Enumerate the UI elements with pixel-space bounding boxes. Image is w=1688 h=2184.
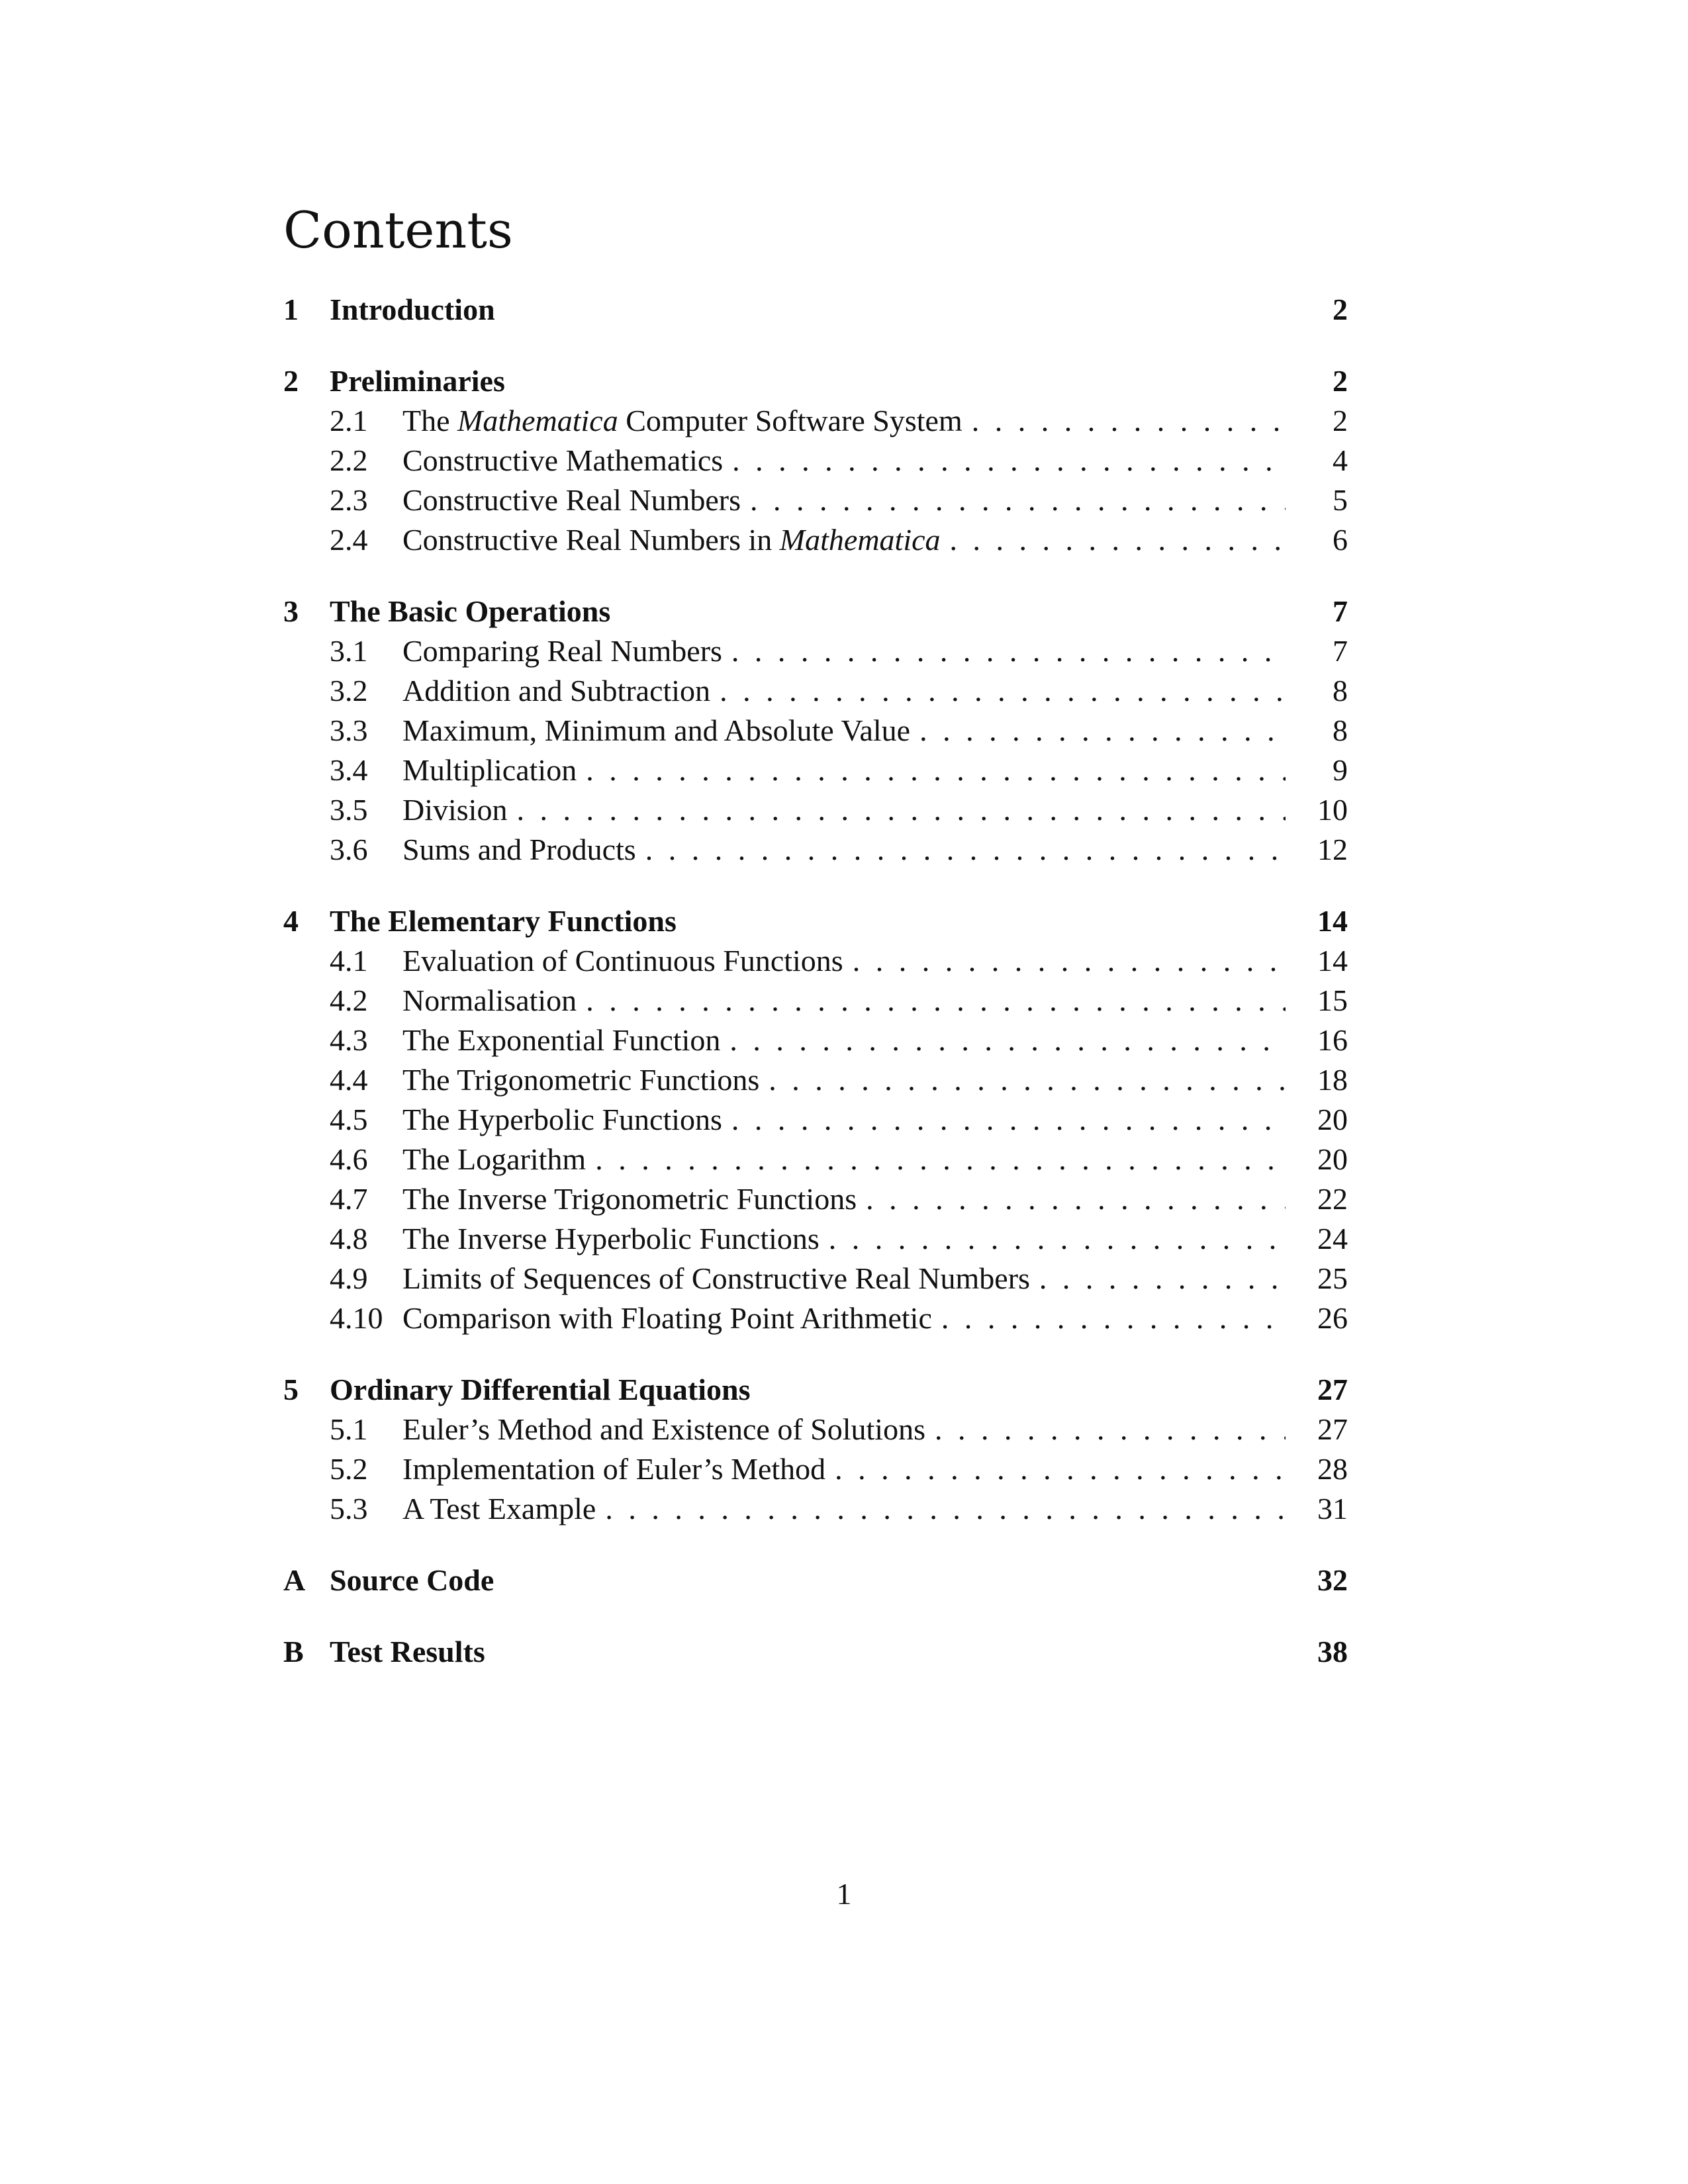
section-title-text: The Trigonometric Functions — [402, 1063, 760, 1097]
toc-chapter-entry[interactable] — [283, 592, 1348, 631]
section-number: 3.2 — [330, 674, 368, 707]
section-title — [402, 480, 750, 520]
section-title-text: Comparison with Floating Point Arithmetic — [402, 1301, 932, 1335]
section-number: 2.3 — [330, 483, 368, 517]
section-title-italic: Mathematica — [779, 523, 941, 557]
section-page-number: 5 — [1333, 483, 1348, 517]
section-page-number: 7 — [1333, 634, 1348, 668]
section-number: 3.3 — [330, 713, 368, 747]
chapter-title: The Basic Operations — [330, 594, 611, 628]
section-number: 4.3 — [330, 1023, 368, 1057]
section-number: 4.5 — [330, 1103, 368, 1136]
section-number: 4.10 — [330, 1301, 383, 1335]
section-title — [402, 401, 972, 441]
section-title — [402, 751, 586, 790]
section-title — [402, 1140, 595, 1179]
chapter-page-number: 2 — [1333, 364, 1348, 398]
section-title — [402, 1100, 731, 1140]
section-number: 2.2 — [330, 443, 368, 477]
toc-chapter — [283, 1561, 1348, 1600]
section-number: 5.1 — [330, 1412, 368, 1446]
toc-section-entry[interactable] — [283, 631, 1348, 671]
dot-leader — [866, 1179, 1286, 1219]
dot-leader — [729, 1021, 1286, 1060]
toc-chapter-entry[interactable] — [283, 901, 1348, 941]
toc-chapter — [283, 1370, 1348, 1529]
toc-chapter — [283, 592, 1348, 870]
section-page-number: 6 — [1333, 523, 1348, 557]
dot-leader — [972, 401, 1286, 441]
section-title-text: The Inverse Trigonometric Functions — [402, 1182, 857, 1216]
section-number: 2.4 — [330, 523, 368, 557]
section-number: 4.2 — [330, 983, 368, 1017]
chapter-page-number: 14 — [1317, 904, 1348, 938]
dot-leader — [516, 790, 1286, 830]
section-number: 4.4 — [330, 1063, 368, 1097]
toc-section-entry[interactable] — [283, 441, 1348, 480]
chapter-title: The Elementary Functions — [330, 904, 677, 938]
dot-leader — [829, 1219, 1286, 1259]
section-title — [402, 1489, 605, 1529]
dot-leader — [853, 941, 1286, 981]
chapter-title: Source Code — [330, 1563, 494, 1597]
chapter-title: Introduction — [330, 293, 495, 326]
toc-section-entry[interactable] — [283, 1489, 1348, 1529]
section-page-number: 25 — [1317, 1261, 1348, 1295]
chapter-number: 2 — [283, 364, 299, 398]
section-number: 3.6 — [330, 833, 368, 866]
dot-leader — [941, 1298, 1286, 1338]
section-number: 4.6 — [330, 1142, 368, 1176]
toc-section-entry[interactable] — [283, 941, 1348, 981]
toc-chapter-entry[interactable] — [283, 1561, 1348, 1600]
toc-section-entry[interactable] — [283, 751, 1348, 790]
section-title — [402, 1449, 835, 1489]
section-title-text: Maximum, Minimum and Absolute Value — [402, 713, 911, 747]
section-page-number: 8 — [1333, 713, 1348, 747]
section-title-text: The Exponential Function — [402, 1023, 721, 1057]
section-title-text: Constructive Real Numbers — [402, 483, 741, 517]
toc-chapter — [283, 361, 1348, 560]
toc-section-entry[interactable] — [283, 1298, 1348, 1338]
section-title-italic: Mathematica — [457, 404, 618, 437]
section-number: 3.1 — [330, 634, 368, 668]
section-page-number: 31 — [1317, 1492, 1348, 1525]
chapter-number: A — [283, 1563, 306, 1597]
section-page-number: 9 — [1333, 753, 1348, 787]
toc-section-entry[interactable] — [283, 1449, 1348, 1489]
dot-leader — [720, 671, 1286, 711]
chapter-page-number: 32 — [1317, 1563, 1348, 1597]
toc-section-entry[interactable] — [283, 1100, 1348, 1140]
section-title — [402, 981, 586, 1021]
chapter-number: 1 — [283, 293, 299, 326]
toc-section-entry[interactable] — [283, 1259, 1348, 1298]
dot-leader — [731, 1100, 1286, 1140]
section-number: 4.7 — [330, 1182, 368, 1216]
dot-leader — [732, 441, 1286, 480]
section-page-number: 15 — [1317, 983, 1348, 1017]
section-number: 5.3 — [330, 1492, 368, 1525]
section-title — [402, 671, 720, 711]
dot-leader — [595, 1140, 1286, 1179]
dot-leader — [586, 751, 1286, 790]
dot-leader — [645, 830, 1286, 870]
toc-section-entry[interactable] — [283, 671, 1348, 711]
toc-section-entry[interactable] — [283, 830, 1348, 870]
toc-chapter — [283, 901, 1348, 1338]
dot-leader — [750, 480, 1286, 520]
section-number: 3.5 — [330, 793, 368, 827]
section-number: 2.1 — [330, 404, 368, 437]
section-page-number: 27 — [1317, 1412, 1348, 1446]
section-page-number: 14 — [1317, 944, 1348, 978]
section-title — [402, 941, 853, 981]
toc-section-entry[interactable] — [283, 1021, 1348, 1060]
section-title-text: Implementation of Euler’s Method — [402, 1452, 826, 1486]
section-page-number: 22 — [1317, 1182, 1348, 1216]
toc-section-entry[interactable] — [283, 1140, 1348, 1179]
section-title-text: Euler’s Method and Existence of Solutions — [402, 1412, 925, 1446]
section-number: 4.8 — [330, 1222, 368, 1255]
section-title-text: Division — [402, 793, 508, 827]
section-title-text: The — [402, 404, 458, 437]
section-title-text: Constructive Real Numbers in — [402, 523, 780, 557]
toc-chapter-entry[interactable] — [283, 361, 1348, 401]
chapter-number: 3 — [283, 594, 299, 628]
section-title-text: Normalisation — [402, 983, 577, 1017]
section-title — [402, 1259, 1039, 1298]
section-title — [402, 631, 731, 671]
dot-leader — [1039, 1259, 1286, 1298]
section-title — [402, 1021, 729, 1060]
toc-section-entry[interactable] — [283, 1060, 1348, 1100]
section-title-text: Comparing Real Numbers — [402, 634, 722, 668]
section-page-number: 20 — [1317, 1103, 1348, 1136]
section-title — [402, 1179, 866, 1219]
section-page-number: 12 — [1317, 833, 1348, 866]
chapter-page-number: 38 — [1317, 1635, 1348, 1668]
section-page-number: 20 — [1317, 1142, 1348, 1176]
section-title — [402, 1060, 769, 1100]
toc-chapter-entry[interactable] — [283, 1370, 1348, 1410]
chapter-number: B — [283, 1635, 304, 1668]
section-page-number: 10 — [1317, 793, 1348, 827]
section-title — [402, 1298, 941, 1338]
table-of-contents — [283, 290, 1348, 1704]
section-title — [402, 790, 516, 830]
toc-section-entry[interactable] — [283, 520, 1348, 560]
dot-leader — [950, 520, 1286, 560]
toc-section-entry[interactable] — [283, 480, 1348, 520]
section-title-text: A Test Example — [402, 1492, 596, 1525]
section-title — [402, 520, 950, 560]
chapter-number: 5 — [283, 1373, 299, 1406]
page-number: 1 — [836, 1877, 852, 1911]
section-title-text: The Hyperbolic Functions — [402, 1103, 722, 1136]
section-title — [402, 830, 645, 870]
toc-section-entry[interactable] — [283, 1219, 1348, 1259]
section-page-number: 16 — [1317, 1023, 1348, 1057]
section-title-text: Constructive Mathematics — [402, 443, 724, 477]
chapter-title: Test Results — [330, 1635, 485, 1668]
section-number: 4.1 — [330, 944, 368, 978]
section-title-text: Addition and Subtraction — [402, 674, 711, 707]
dot-leader — [919, 711, 1286, 751]
section-title — [402, 441, 732, 480]
chapter-page-number: 2 — [1333, 293, 1348, 326]
section-page-number: 18 — [1317, 1063, 1348, 1097]
toc-section-entry[interactable] — [283, 1410, 1348, 1449]
section-title — [402, 1410, 935, 1449]
section-title-text: Limits of Sequences of Constructive Real Numbers — [402, 1261, 1030, 1295]
dot-leader — [586, 981, 1286, 1021]
toc-section-entry[interactable] — [283, 401, 1348, 441]
section-title-text: Sums and Products — [402, 833, 636, 866]
section-title — [402, 711, 919, 751]
section-title-text-after: Computer Software System — [618, 404, 962, 437]
section-page-number: 2 — [1333, 404, 1348, 437]
section-title-text: Evaluation of Continuous Functions — [402, 944, 843, 978]
section-title-text: Multiplication — [402, 753, 577, 787]
toc-section-entry[interactable] — [283, 1179, 1348, 1219]
toc-chapter — [283, 290, 1348, 330]
section-title — [402, 1219, 829, 1259]
section-title-text: The Logarithm — [402, 1142, 586, 1176]
dot-leader — [605, 1489, 1286, 1529]
section-page-number: 24 — [1317, 1222, 1348, 1255]
toc-chapter — [283, 1632, 1348, 1672]
chapter-number: 4 — [283, 904, 299, 938]
section-number: 5.2 — [330, 1452, 368, 1486]
dot-leader — [769, 1060, 1286, 1100]
toc-section-entry[interactable] — [283, 711, 1348, 751]
toc-section-entry[interactable] — [283, 981, 1348, 1021]
section-page-number: 26 — [1317, 1301, 1348, 1335]
section-page-number: 8 — [1333, 674, 1348, 707]
section-page-number: 4 — [1333, 443, 1348, 477]
section-page-number: 28 — [1317, 1452, 1348, 1486]
chapter-page-number: 27 — [1317, 1373, 1348, 1406]
chapter-title: Ordinary Differential Equations — [330, 1373, 751, 1406]
dot-leader — [935, 1410, 1286, 1449]
toc-chapter-entry[interactable] — [283, 1632, 1348, 1672]
page-title: Contents — [283, 201, 513, 259]
toc-section-entry[interactable] — [283, 790, 1348, 830]
dot-leader — [835, 1449, 1286, 1489]
chapter-page-number: 7 — [1333, 594, 1348, 628]
section-title-text: The Inverse Hyperbolic Functions — [402, 1222, 820, 1255]
dot-leader — [731, 631, 1286, 671]
toc-chapter-entry[interactable] — [283, 290, 1348, 330]
section-number: 4.9 — [330, 1261, 368, 1295]
section-number: 3.4 — [330, 753, 368, 787]
chapter-title: Preliminaries — [330, 364, 505, 398]
